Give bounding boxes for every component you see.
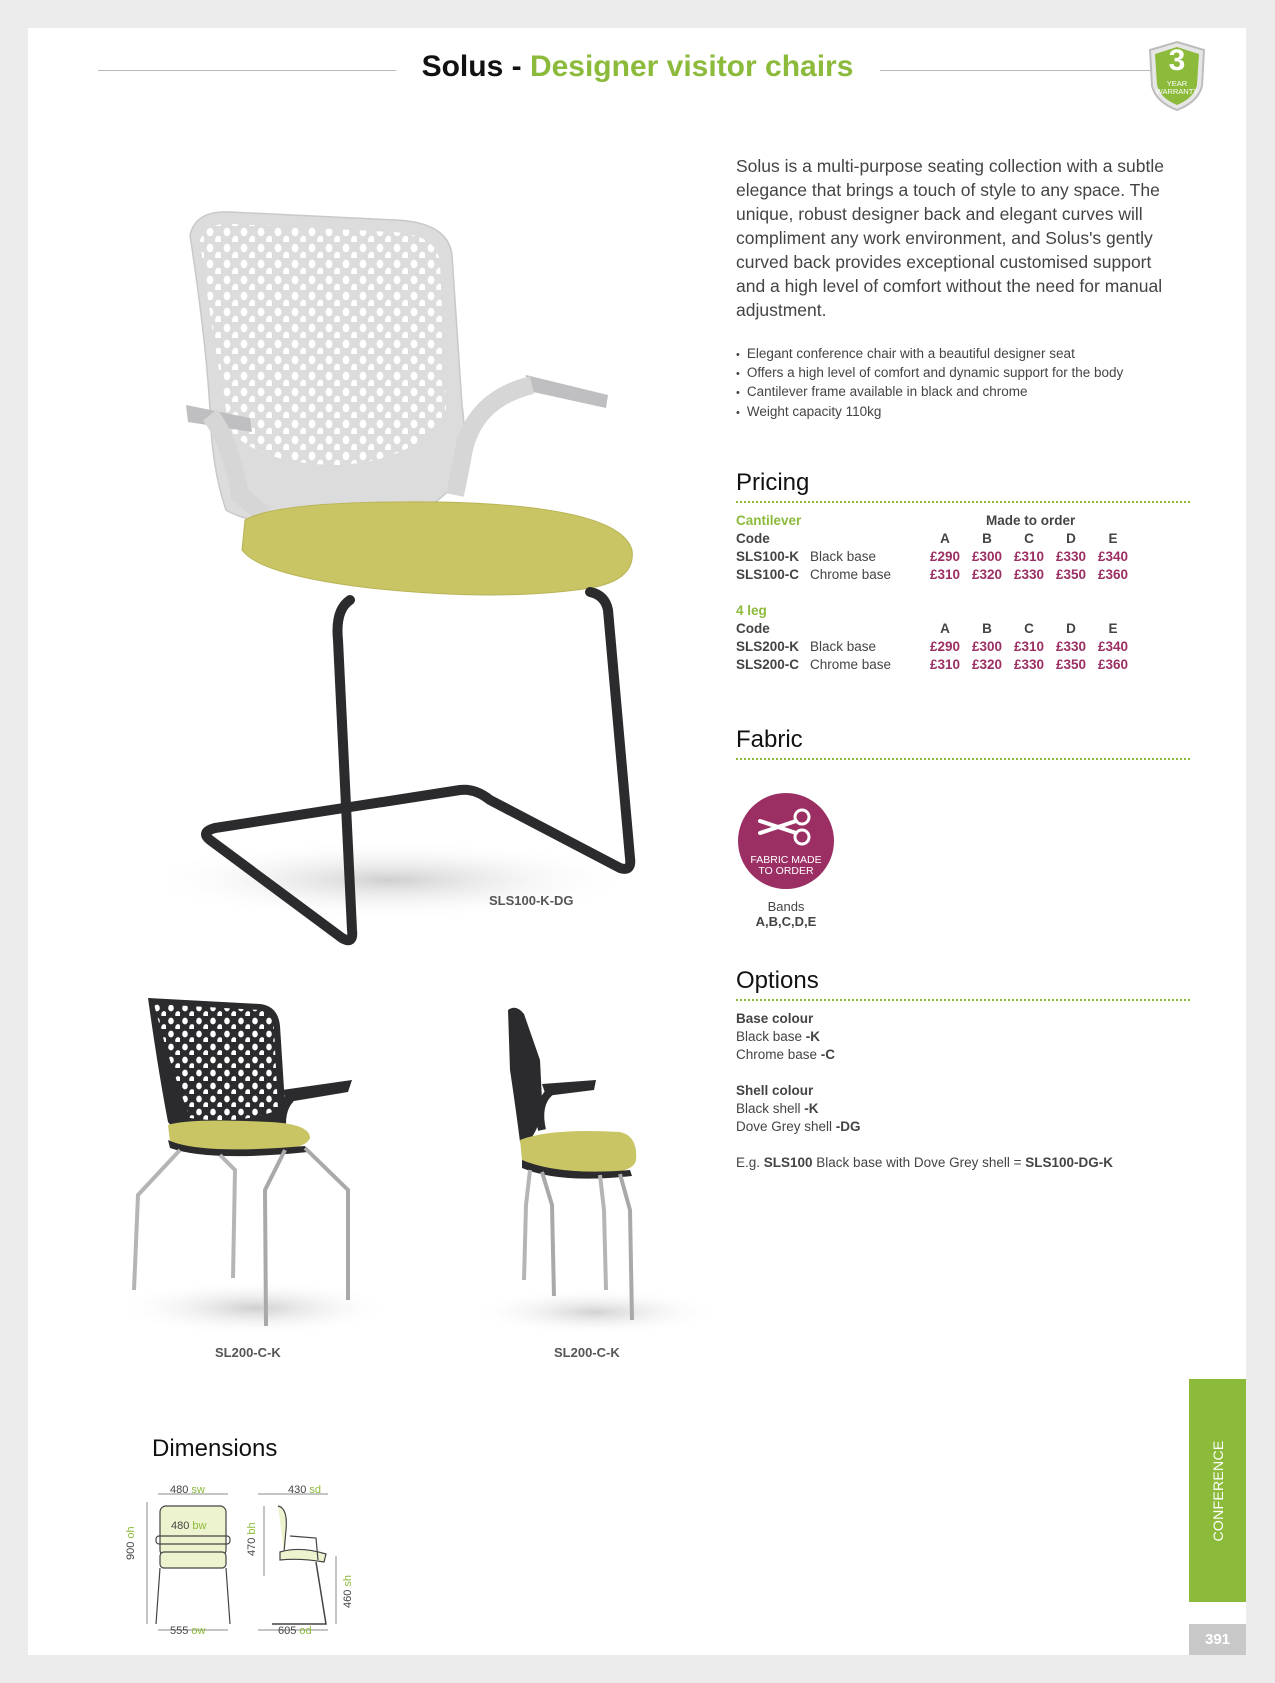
warranty-text — [1146, 80, 1208, 96]
scissors-icon — [758, 807, 816, 847]
product-code: SLS200-C — [736, 657, 800, 672]
price-a: £310 — [929, 657, 961, 672]
fabric-badge-line1: FABRIC MADE — [750, 854, 822, 866]
right-chair-caption: SL200-C-K — [554, 1345, 620, 1360]
dim-sh-value: 460 — [342, 1589, 354, 1608]
dim-bh-value: 470 — [246, 1537, 258, 1556]
dim-sw-value: 480 — [170, 1484, 189, 1496]
price-c: £310 — [1013, 549, 1045, 564]
pricing-table-4leg — [736, 602, 1190, 674]
band-header-c: C — [1024, 621, 1034, 636]
fabric-badge-text — [738, 855, 834, 877]
dim-ow-code: ow — [191, 1625, 206, 1637]
price-c: £330 — [1013, 567, 1045, 582]
shell-colour-label: Shell colour — [736, 1083, 814, 1098]
options-divider — [736, 999, 1190, 1001]
band-header-d: D — [1066, 621, 1076, 636]
price-b: £300 — [971, 639, 1003, 654]
band-header-c: C — [1024, 531, 1034, 546]
product-code: SLS100-C — [736, 567, 800, 582]
dim-sh — [342, 1575, 354, 1608]
feature-item: • Weight capacity 110kg — [736, 403, 1123, 422]
shell-black-option: Black shell — [736, 1101, 805, 1116]
feature-item: • Offers a high level of comfort and dynamic support for the body — [736, 364, 1123, 383]
title-accent: Designer visitor chairs — [529, 50, 854, 83]
dim-bw — [171, 1520, 206, 1532]
example-line — [736, 1154, 1113, 1172]
price-c: £310 — [1013, 639, 1045, 654]
dim-sd-value: 430 — [288, 1484, 307, 1496]
dim-bh-code: bh — [246, 1522, 258, 1535]
table-row — [736, 638, 1190, 656]
dim-sd — [288, 1484, 321, 1496]
section-tab-label: CONFERENCE — [1209, 1439, 1226, 1542]
left-chair-caption: SL200-C-K — [215, 1345, 281, 1360]
pricing-heading: Pricing — [736, 469, 810, 496]
options-heading: Options — [736, 967, 819, 994]
dimensions-heading: Dimensions — [152, 1435, 278, 1462]
dim-sd-code: sd — [309, 1484, 322, 1496]
main-chair-image — [170, 210, 690, 950]
feature-item: • Cantilever frame available in black and chrome — [736, 383, 1123, 402]
price-a: £290 — [929, 549, 961, 564]
dim-bw-value: 480 — [171, 1520, 190, 1532]
four-leg-label: 4 leg — [736, 603, 767, 618]
price-b: £320 — [971, 567, 1003, 582]
price-c: £330 — [1013, 657, 1045, 672]
price-e: £340 — [1097, 549, 1129, 564]
band-header-e: E — [1108, 531, 1118, 546]
bands-value: A,B,C,D,E — [755, 914, 817, 929]
base-colour-label: Base colour — [736, 1011, 814, 1026]
title-main: Solus - — [421, 50, 530, 83]
base-black-code: -K — [805, 1029, 821, 1044]
band-header-d: D — [1066, 531, 1076, 546]
dim-sh-code: sh — [342, 1574, 354, 1587]
warranty-line1: YEAR — [1166, 79, 1188, 88]
band-header-a: A — [940, 621, 950, 636]
dim-oh-code: oh — [125, 1526, 137, 1539]
shell-grey-option: Dove Grey shell — [736, 1119, 836, 1134]
dim-oh — [125, 1526, 137, 1560]
price-d: £350 — [1055, 657, 1087, 672]
dim-bh — [246, 1522, 258, 1556]
warranty-badge — [1146, 40, 1208, 112]
feature-list — [736, 345, 1123, 422]
band-header-e: E — [1108, 621, 1118, 636]
cantilever-label: Cantilever — [736, 513, 802, 528]
left-chair-image — [110, 990, 400, 1340]
dim-ow-value: 555 — [170, 1625, 189, 1637]
fabric-divider — [736, 758, 1190, 760]
product-code: SLS100-K — [736, 549, 800, 564]
base-black-option: Black base — [736, 1029, 806, 1044]
section-tab-conference[interactable] — [1189, 1379, 1246, 1602]
code-header: Code — [736, 621, 770, 636]
band-header-b: B — [982, 531, 992, 546]
dim-od — [278, 1625, 312, 1637]
price-b: £320 — [971, 657, 1003, 672]
made-to-order-label: Made to order — [986, 513, 1076, 528]
base-type: Chrome base — [810, 567, 892, 582]
code-header: Code — [736, 531, 770, 546]
fabric-heading: Fabric — [736, 726, 803, 753]
price-e: £360 — [1097, 567, 1129, 582]
price-b: £300 — [971, 549, 1003, 564]
pricing-divider — [736, 501, 1190, 503]
dim-od-code: od — [299, 1625, 312, 1637]
price-a: £310 — [929, 567, 961, 582]
options-list — [736, 1010, 1113, 1172]
price-d: £330 — [1055, 549, 1087, 564]
table-row — [736, 656, 1190, 674]
page-title — [0, 50, 1275, 84]
main-chair-caption: SLS100-K-DG — [489, 893, 574, 908]
intro-paragraph: Solus is a multi-purpose seating collection with a subtle elegance that brings a touch of style to any space. The unique, robust designer back and elegant curves will compliment any work environment, and Solus's gently curved back provides exceptional customised support and a high level of comfort without the need for manual adjustment. — [736, 156, 1164, 320]
dimensions-diagram — [140, 1484, 370, 1644]
example-prefix: E.g. — [736, 1155, 764, 1170]
dim-oh-value: 900 — [125, 1541, 137, 1560]
product-code: SLS200-K — [736, 639, 800, 654]
dim-sw-code: sw — [191, 1484, 205, 1496]
price-d: £330 — [1055, 639, 1087, 654]
base-type: Chrome base — [810, 657, 892, 672]
shell-grey-code: -DG — [835, 1119, 861, 1134]
dim-sw — [170, 1484, 205, 1496]
example-code: SLS100 — [763, 1155, 813, 1170]
base-chrome-option: Chrome base — [736, 1047, 821, 1062]
bands-label: Bands — [767, 899, 805, 914]
dim-ow — [170, 1625, 205, 1637]
example-result: SLS100-DG-K — [1025, 1155, 1114, 1170]
price-e: £340 — [1097, 639, 1129, 654]
pricing-table-cantilever — [736, 512, 1190, 584]
shell-black-code: -K — [804, 1101, 819, 1116]
table-row — [736, 548, 1190, 566]
dim-bw-code: bw — [192, 1520, 207, 1532]
page-number: 391 — [1189, 1624, 1246, 1655]
band-header-a: A — [940, 531, 950, 546]
dim-od-value: 605 — [278, 1625, 297, 1637]
fabric-made-to-order-badge — [738, 793, 834, 889]
example-middle: Black base with Dove Grey shell = — [812, 1155, 1026, 1170]
base-chrome-code: -C — [820, 1047, 836, 1062]
fabric-badge-line2: TO ORDER — [758, 865, 814, 877]
warranty-line2: WARRANTY — [1155, 87, 1199, 96]
base-type: Black base — [810, 639, 877, 654]
band-header-b: B — [982, 621, 992, 636]
price-e: £360 — [1097, 657, 1129, 672]
right-chair-image — [470, 1000, 720, 1340]
warranty-number: 3 — [1168, 44, 1186, 77]
price-a: £290 — [929, 639, 961, 654]
table-row — [736, 566, 1190, 584]
price-d: £350 — [1055, 567, 1087, 582]
base-type: Black base — [810, 549, 877, 564]
feature-item: • Elegant conference chair with a beautiful designer seat — [736, 345, 1123, 364]
